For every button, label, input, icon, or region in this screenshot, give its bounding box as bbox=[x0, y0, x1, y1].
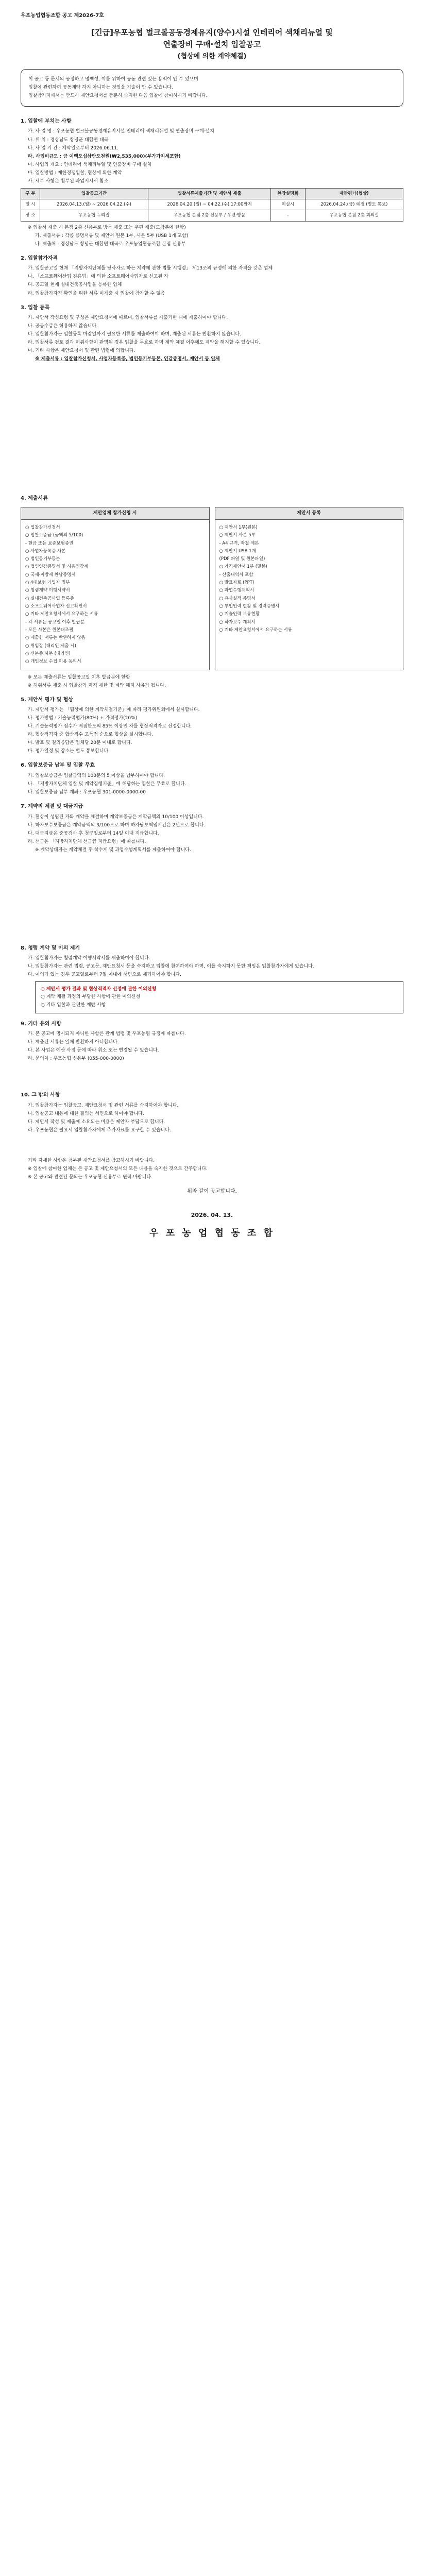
section-title: 5. 제안서 평가 및 협상 bbox=[21, 697, 73, 703]
list-item: ○ 과업수행계획서 bbox=[219, 588, 255, 594]
list-item: ○ 하자보수 계획서 bbox=[219, 619, 256, 625]
list-item: - 각 서류는 공고일 이후 발급분 bbox=[25, 619, 85, 625]
list-item: ○ 4대보험 가입자 명부 bbox=[25, 580, 70, 586]
section-item: 다. 공고일 현재 실내건축공사업을 등록한 업체 bbox=[28, 282, 122, 288]
list-item: ○ 개인정보 수집·이용 동의서 bbox=[25, 659, 81, 665]
section-title: 10. 그 밖의 사항 bbox=[21, 1092, 60, 1098]
documents-list bbox=[215, 520, 403, 638]
title bbox=[21, 27, 403, 50]
section-item: 가. 입찰참가자는 입찰공고, 제안요청서 및 관련 서류를 숙지하여야 합니다. bbox=[28, 1103, 179, 1108]
section-item: 다. 입찰보증금 납부 계좌 : 우포농협 301-0000-0000-00 bbox=[28, 790, 146, 795]
highlight-line: ○ 제안서 평가 결과 및 협상적격자 선정에 관한 이의신청 bbox=[41, 987, 157, 992]
section-item: 나. 입찰참가자는 관련 법령, 공고문, 제안요청서 등을 숙지하고 입찰에 참여하여야 하며, 이를 숙지하지 못한 책임은 입찰참가자에게 있습니다. bbox=[28, 964, 314, 970]
list-item: ○ 사업자등록증 사본 bbox=[25, 548, 66, 554]
section-item: 라. 우포농협은 필요시 입찰참가자에게 추가자료를 요구할 수 있습니다. bbox=[28, 1127, 171, 1133]
column-header: 제안서 등록 bbox=[215, 507, 403, 520]
list-item: ○ 제안서 1부(원본) bbox=[219, 524, 258, 530]
list-item: ○ 법인인감증명서 및 사용인감계 bbox=[25, 564, 89, 570]
list-item: - A4 규격, 좌철 제본 bbox=[219, 540, 259, 546]
list-item: ○ 기술인력 보유현황 bbox=[219, 612, 260, 617]
highlight-line: ○ 기타 입찰과 관련한 제반 사항 bbox=[41, 1002, 106, 1008]
notice-date: 2026. 04. 13. bbox=[191, 1211, 233, 1218]
closing-note: ※ 입찰에 참여한 업체는 본 공고 및 제안요청서의 모든 내용을 숙지한 것으로 간주합니다. bbox=[28, 1166, 208, 1172]
section-item: 라. 선금은 「지방자치단체 선금급 지급요령」에 따릅니다. bbox=[28, 839, 146, 844]
organization-name: 우 포 농 업 협 동 조 합 bbox=[149, 1227, 275, 1239]
table-cell: 우포농협 누리집 bbox=[40, 210, 148, 221]
table-header: 입찰공고기간 bbox=[40, 188, 148, 199]
section-item: 라. 협상적격자 중 합산점수 고득점 순으로 협상을 실시합니다. bbox=[28, 732, 154, 738]
list-item: ○ 청렴계약 이행서약서 bbox=[25, 588, 70, 594]
section-item: 사. 세부 사항은 첨부된 과업지시서 참조 bbox=[28, 178, 109, 184]
list-item: ○ 위임장 (대리인 제출 시) bbox=[25, 643, 76, 649]
notice-line: 입찰에 관련하여 공동계약 하지 아니하는 것임을 기술이 안 수 있습니다. bbox=[28, 84, 173, 90]
list-item: ○ 신분증 사본 (대리인) bbox=[25, 651, 71, 656]
list-item: ○ 유사실적 증명서 bbox=[219, 596, 256, 601]
section-title: 7. 계약의 체결 및 대금지급 bbox=[21, 804, 83, 810]
schedule-table bbox=[21, 188, 403, 222]
note-line: 가. 제출서류 : 각종 증명서류 및 제안서 원본 1부, 사본 5부 (USB 1개 포함) bbox=[35, 233, 189, 239]
section-title: 9. 기타 유의 사항 bbox=[21, 1021, 62, 1027]
list-item: ○ 제안서 USB 1개 bbox=[219, 548, 256, 554]
highlight-line: ○ 계약 체결 과정의 부당한 사항에 관한 이의신청 bbox=[41, 994, 141, 1000]
section-item: 라. 입찰서류 검토 결과 허위사항이 판명된 경우 입찰을 무효로 하며 계약 체결 이후에도 계약을 해지할 수 있습니다. bbox=[28, 340, 261, 346]
list-item: ○ 실내건축공사업 등록증 bbox=[25, 596, 74, 601]
closing-note: ※ 본 공고와 관련된 문의는 우포농협 신용부로 연락 바랍니다. bbox=[28, 1175, 152, 1180]
table-cell: - bbox=[270, 210, 305, 221]
documents-grid bbox=[21, 507, 403, 670]
section-item: 나. 하자보수보증금은 계약금액의 3/100으로 하며 하자담보책임기간은 2년으로 합니다. bbox=[28, 822, 206, 828]
subtitle: (협상에 의한 계약체결) bbox=[177, 53, 247, 60]
table-cell: 2026.04.24.(금) 예정 (별도 통보) bbox=[305, 199, 403, 210]
blank-space bbox=[21, 1064, 403, 1084]
section-title: 6. 입찰보증금 납부 및 입찰 무효 bbox=[21, 762, 95, 769]
table-header: 제안평가(협상) bbox=[305, 188, 403, 199]
section-item: 마. 기타 사항은 제안요청서 및 관련 법령에 의합니다. bbox=[28, 348, 135, 354]
notice-line: 입찰참가자께서는 반드시 제안요청서를 충분히 숙지한 다음 입찰에 참여하시기 바랍니다. bbox=[28, 93, 208, 98]
list-item: (PDF 파일 및 원본파일) bbox=[219, 556, 265, 562]
section-item: 나. 제출된 서류는 일체 반환하지 아니합니다. bbox=[28, 1040, 119, 1045]
list-item: ○ 입찰참가신청서 bbox=[25, 524, 60, 530]
section-item: 가. 입찰보증금은 입찰금액의 100분의 5 이상을 납부하여야 합니다. bbox=[28, 773, 165, 778]
note-line: ※ 입찰서 제출 시 본점 2층 신용부로 방문 제출 또는 우편 제출(도착분에 한함) bbox=[28, 225, 186, 230]
list-item: ○ 기타 제안요청서에서 요구하는 서류 bbox=[219, 627, 292, 633]
section-item: 나. 입찰공고 내용에 대한 질의는 서면으로 하여야 합니다. bbox=[28, 1111, 144, 1116]
table-cell: 우포농협 본점 2층 신용부 / 우편·방문 bbox=[148, 210, 271, 221]
title-line-1: [긴급]우포농협 벌크볼공동경제유지(양수)시설 인테리어 색채리뉴얼 및 bbox=[91, 28, 333, 37]
documents-left-column bbox=[21, 507, 210, 670]
list-item: - 현금 또는 보증보험증권 bbox=[25, 540, 74, 546]
list-item: ○ 법인등기부등본 bbox=[25, 556, 60, 562]
notice-box bbox=[21, 69, 403, 107]
objection-box bbox=[35, 981, 403, 1013]
note-line: ※ 계약상대자는 계약체결 후 착수계 및 과업수행계획서를 제출하여야 합니다. bbox=[35, 847, 191, 853]
list-item: ○ 입찰보증금 (금액의 5/100) bbox=[25, 533, 83, 538]
note-line: ※ 모든 제출서류는 입찰공고일 이후 발급분에 한함 bbox=[28, 674, 130, 680]
table-cell: 장 소 bbox=[21, 210, 40, 221]
note-line: 나. 제출처 : 경상남도 창녕군 대합면 대곡로 우포농업협동조합 본점 신용부 bbox=[35, 241, 186, 247]
document-number: 우포농업협동조합 공고 제2026-7호 bbox=[21, 13, 104, 19]
list-item: ○ 기타 제안요청서에서 요구하는 서류 bbox=[25, 612, 98, 617]
section-item: 다. 제안서 작성 및 제출에 소요되는 비용은 제안자 부담으로 합니다. bbox=[28, 1119, 165, 1125]
section-item: 라. 입찰참가자격 확인을 위한 서류 미제출 시 입찰에 참가할 수 없음 bbox=[28, 291, 165, 296]
section-item: 나. 공동수급은 허용하지 않습니다. bbox=[28, 324, 98, 329]
section-item: 가. 입찰공고일 현재 「지방자치단체를 당사자로 하는 계약에 관한 법률 시행령」 제13조의 규정에 의한 자격을 갖춘 업체 bbox=[28, 266, 273, 272]
documents-right-column bbox=[215, 507, 404, 670]
title-line-2: 연출장비 구매·설치 입찰공고 bbox=[163, 39, 261, 49]
section-title: 1. 입찰에 부치는 사항 bbox=[21, 118, 72, 124]
list-item: ○ 소프트웨어사업자 신고확인서 bbox=[25, 604, 87, 609]
section-item: 다. 기술능력평가 점수가 배점한도의 85% 이상인 자를 협상적격자로 선정합니다. bbox=[28, 724, 192, 730]
section-item: 라. 문의처 : 우포농협 신용부 (055-000-0000) bbox=[28, 1056, 124, 1062]
list-item: - 산출내역서 포함 bbox=[219, 572, 253, 578]
closing-statement: 위와 같이 공고합니다. bbox=[187, 1189, 237, 1195]
section-item: 가. 제안서 작성요령 및 구성은 제안요청서에 따르며, 입찰서류를 제출기한 내에 제출하여야 합니다. bbox=[28, 315, 228, 321]
notice-line: 이 공고 등 문서의 공정하고 명백성, 이를 위하여 공동 관련 있는 용역이 안 수 있으며 bbox=[28, 76, 198, 82]
table-cell: 미실시 bbox=[270, 199, 305, 210]
section-title: 8. 청렴 계약 및 이의 제기 bbox=[21, 945, 80, 951]
closing-note: 기타 자세한 사항은 첨부된 제안요청서를 참고하시기 바랍니다. bbox=[28, 1158, 155, 1163]
section-item: 다. 본 사업은 예산 사정 등에 따라 취소 또는 변경될 수 있습니다. bbox=[28, 1048, 159, 1054]
section-item: 가. 제안서 평가는 「협상에 의한 계약체결기준」에 따라 평가위원회에서 실시합니다. bbox=[28, 707, 200, 713]
table-row bbox=[21, 210, 403, 221]
table-header: 현장설명회 bbox=[270, 188, 305, 199]
section-item: 나. 평가방법 : 기술능력평가(80%) + 가격평가(20%) bbox=[28, 716, 138, 721]
section-item: 나. 「지방자치단체 입찰 및 계약집행기준」에 해당하는 입찰은 무효로 합니다. bbox=[28, 781, 186, 787]
section-item: 가. 협상이 성립된 자와 계약을 체결하며 계약보증금은 계약금액의 10/100 이상입니다. bbox=[28, 814, 204, 820]
section-item: 라. 사업비규모 : 금 이백오십삼만오천원(₩2,535,000)(부가가치세포함) bbox=[28, 154, 181, 159]
table-cell: 일 시 bbox=[21, 199, 40, 210]
column-header: 제안업체 참가신청 시 bbox=[21, 507, 209, 520]
table-header: 입찰서류제출기간 및 제안서 제출 bbox=[148, 188, 271, 199]
table-cell: 우포농협 본점 2층 회의실 bbox=[305, 210, 403, 221]
list-item: ○ 가격제안서 1부 (밀봉) bbox=[219, 564, 267, 570]
table-cell: 2026.04.13.(월) ~ 2026.04.22.(수) bbox=[40, 199, 148, 210]
list-item: ○ 투입인력 현황 및 경력증명서 bbox=[219, 604, 280, 609]
section-item: 다. 대금지급은 준공검사 후 청구일로부터 14일 이내 지급합니다. bbox=[28, 831, 159, 836]
note-line: ※ 허위서류 제출 시 입찰참가 자격 제한 및 계약 해지 사유가 됩니다. bbox=[28, 683, 166, 688]
section-item: 가. 입찰참가자는 청렴계약 이행서약서를 제출하여야 합니다. bbox=[28, 956, 150, 961]
table-cell: 2026.04.20.(월) ~ 04.22.(수) 17:00까지 bbox=[148, 199, 271, 210]
section-item: 마. 발표 및 질의응답은 업체당 20분 이내로 합니다. bbox=[28, 740, 132, 746]
section-item: 나. 위 치 : 경상남도 창녕군 대합면 대곡 bbox=[28, 137, 109, 143]
blank-space bbox=[21, 1136, 403, 1156]
table-header: 구 분 bbox=[21, 188, 40, 199]
blank-space bbox=[21, 364, 403, 488]
section-item: 바. 입찰방법 : 제한경쟁입찰, 협상에 의한 계약 bbox=[28, 170, 122, 176]
list-item: - 모든 사본은 원본대조필 bbox=[25, 627, 74, 633]
list-item: ○ 국세·지방세 완납증명서 bbox=[25, 572, 76, 578]
section-item: 바. 평가일정 및 장소는 별도 통보합니다. bbox=[28, 749, 110, 754]
section-item: 가. 사 업 명 : 우포농협 벌크볼공동경제유지시설 인테리어 색채리뉴얼 및 연출장비 구매·설치 bbox=[28, 129, 214, 134]
highlight-note: ※ 제출서류 : 입찰참가신청서, 사업자등록증, 법인등기부등본, 인감증명서, 제안서 등 일체 bbox=[35, 357, 220, 362]
blank-space bbox=[21, 855, 403, 938]
section-item: 가. 본 공고에 명시되지 아니한 사항은 관계 법령 및 우포농협 규정에 따릅니다. bbox=[28, 1031, 186, 1037]
section-item: 다. 사 업 기 간 : 계약일로부터 2026.06.11. bbox=[28, 145, 118, 151]
section-title: 4. 제출서류 bbox=[21, 496, 48, 502]
table-header-row bbox=[21, 188, 403, 199]
section-title: 3. 입찰 등록 bbox=[21, 304, 50, 311]
documents-list bbox=[21, 520, 209, 670]
section-title: 2. 입찰참가자격 bbox=[21, 255, 58, 261]
section-item: 마. 사업의 개요 : 인테리어 색채리뉴얼 및 연출장비 구매 설치 bbox=[28, 162, 152, 167]
list-item: ○ 발표자료 (PPT) bbox=[219, 580, 255, 586]
table-row bbox=[21, 199, 403, 210]
list-item: ○ 제출한 서류는 반환하지 않음 bbox=[25, 635, 86, 641]
list-item: ○ 제안서 사본 5부 bbox=[219, 533, 256, 538]
section-item: 다. 입찰참가자는 입찰등록 마감일까지 필요한 서류를 제출하여야 하며, 제출된 서류는 반환하지 않습니다. bbox=[28, 332, 241, 337]
section-item: 다. 이의가 있는 경우 공고일로부터 7일 이내에 서면으로 제기하여야 합니다. bbox=[28, 972, 182, 978]
section-item: 나. 「소프트웨어산업 진흥법」에 의한 소프트웨어사업자로 신고된 자 bbox=[28, 274, 168, 280]
